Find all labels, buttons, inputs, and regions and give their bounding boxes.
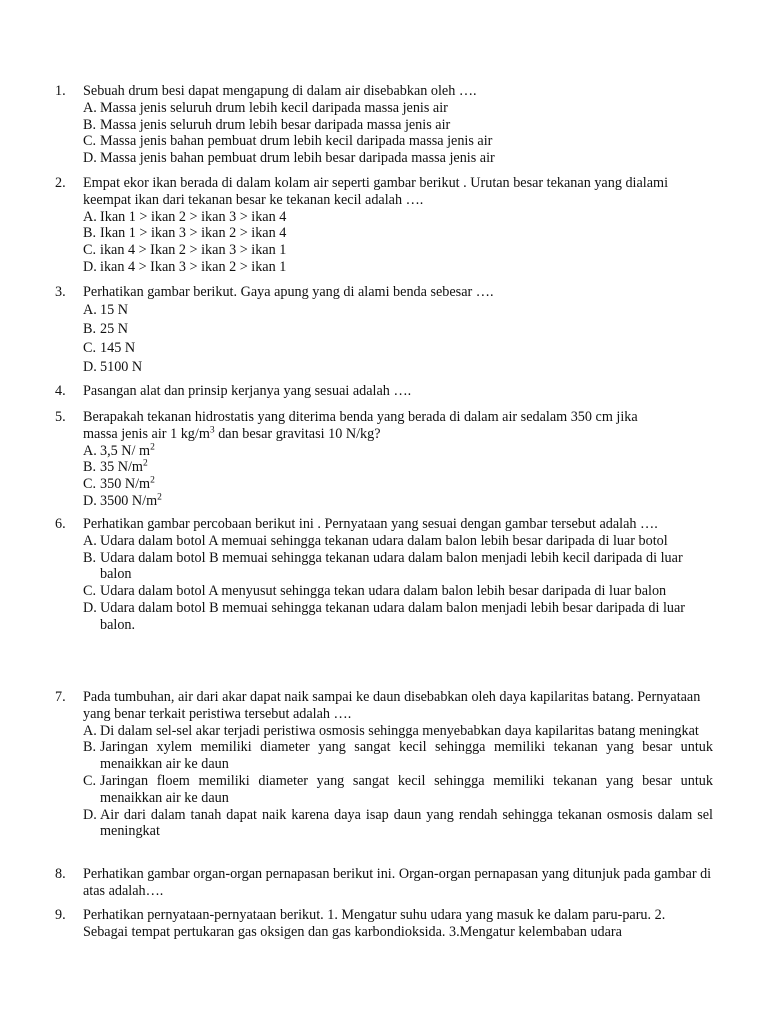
option-list <box>83 533 713 634</box>
option-letter: D. <box>83 258 97 275</box>
option-value: 350 N/m <box>100 476 151 493</box>
option-text: 5100 N <box>100 358 143 375</box>
option-letter: D. <box>83 599 97 616</box>
question-number: 7. <box>55 689 66 705</box>
option-letter: D. <box>83 806 97 823</box>
option-text: Massa jenis bahan pembuat drum lebih besar daripada massa jenis air <box>100 150 495 167</box>
question-text: Perhatikan gambar berikut. Gaya apung yang di alami benda sebesar …. <box>83 284 494 300</box>
option-text: 145 N <box>100 339 136 356</box>
option-letter: C. <box>83 242 97 259</box>
question-number: 1. <box>55 83 66 99</box>
option-text: Jaringan floem memiliki diameter yang sangat kecil sehingga memiliki tekanan yang besar untuk menaikkan air ke daun <box>100 772 713 806</box>
option-letter: D. <box>83 492 97 509</box>
question-9 <box>55 907 713 941</box>
question-3 <box>55 284 713 377</box>
question-text-part: dan besar gravitasi 10 N/kg? <box>214 425 381 442</box>
option-c <box>83 242 713 259</box>
option-letter: C. <box>83 772 97 789</box>
option-letter: C. <box>83 583 97 600</box>
question-number: 6. <box>55 516 66 532</box>
question-4 <box>55 383 713 400</box>
question-1 <box>55 83 713 167</box>
option-c <box>83 773 713 807</box>
option-text: Air dari dalam tanah dapat naik karena daya isap daun yang rendah sehingga tekanan osmosis dalam sel meningkat <box>100 806 713 840</box>
question-text: Empat ekor ikan berada di dalam kolam air seperti gambar berikut . Urutan besar tekanan yang dialami keempat ikan dari tekanan besar ke tekanan kecil adalah …. <box>83 175 669 208</box>
option-b <box>83 117 713 134</box>
option-d <box>83 600 713 634</box>
option-text: Udara dalam botol A memuai sehingga tekanan udara dalam balon lebih besar daripada di luar botol <box>100 532 668 549</box>
option-text <box>100 459 713 476</box>
question-text: Perhatikan pernyataan-pernyataan berikut. 1. Mengatur suhu udara yang masuk ke dalam paru-paru. 2. Sebagai tempat pertukaran gas oksigen dan gas karbondioksida. 3.Mengatur kelembaban udara <box>83 907 666 940</box>
option-a <box>83 209 713 226</box>
option-letter: A. <box>83 442 97 459</box>
option-d <box>83 259 713 276</box>
question-text: Pada tumbuhan, air dari akar dapat naik sampai ke daun disebabkan oleh daya kapilaritas batang. Pernyataan yang benar terkait peristiwa tersebut adalah …. <box>83 689 701 722</box>
option-text: Massa jenis seluruh drum lebih kecil daripada massa jenis air <box>100 99 448 116</box>
superscript: 2 <box>157 492 162 503</box>
question-number: 4. <box>55 383 66 399</box>
option-letter: B. <box>83 320 97 337</box>
option-text: Massa jenis bahan pembuat drum lebih kecil daripada massa jenis air <box>100 133 493 150</box>
option-a <box>83 533 713 550</box>
option-a <box>83 443 713 460</box>
option-text: Ikan 1 > ikan 2 > ikan 3 > ikan 4 <box>100 208 287 225</box>
question-text: Perhatikan gambar organ-organ pernapasan berikut ini. Organ-organ pernapasan yang ditunjuk pada gambar di atas adalah…. <box>83 866 712 899</box>
option-letter: B. <box>83 549 97 566</box>
question-text-line-2 <box>83 426 713 443</box>
question-6 <box>55 516 713 634</box>
option-text: 15 N <box>100 301 128 318</box>
question-text: Sebuah drum besi dapat mengapung di dalam air disebabkan oleh …. <box>83 83 477 99</box>
option-text: Massa jenis seluruh drum lebih besar daripada massa jenis air <box>100 116 451 133</box>
option-letter: A. <box>83 208 97 225</box>
question-2 <box>55 175 713 276</box>
question-text: Perhatikan gambar percobaan berikut ini . Pernyataan yang sesuai dengan gambar tersebut adalah …. <box>83 516 658 532</box>
option-list <box>83 301 713 377</box>
option-letter: D. <box>83 150 97 167</box>
option-letter: C. <box>83 133 97 150</box>
option-b <box>83 739 713 773</box>
option-d <box>83 807 713 841</box>
question-5 <box>55 409 713 510</box>
option-text: ikan 4 > Ikan 3 > ikan 2 > ikan 1 <box>100 258 287 275</box>
option-list <box>83 443 713 510</box>
option-text <box>100 443 713 460</box>
option-d <box>83 358 713 377</box>
option-letter: A. <box>83 99 97 116</box>
question-text: Pasangan alat dan prinsip kerjanya yang sesuai adalah …. <box>83 383 412 399</box>
option-d <box>83 150 713 167</box>
option-list <box>83 723 713 841</box>
option-text: Udara dalam botol B memuai sehingga tekanan udara dalam balon menjadi lebih besar daripada di luar balon. <box>100 599 686 633</box>
question-8 <box>55 866 713 900</box>
option-text: Jaringan xylem memiliki diameter yang sangat kecil sehingga memiliki tekanan yang besar untuk menaikkan air ke daun <box>100 739 713 773</box>
option-b <box>83 459 713 476</box>
superscript: 2 <box>150 475 155 486</box>
option-list <box>83 100 713 167</box>
question-number: 8. <box>55 866 66 882</box>
option-letter: A. <box>83 532 97 549</box>
option-c <box>83 583 713 600</box>
option-c <box>83 133 713 150</box>
option-letter: C. <box>83 476 97 493</box>
question-7 <box>55 689 713 840</box>
option-text: Udara dalam botol A menyusut sehingga tekan udara dalam balon lebih besar daripada di luar balon <box>100 583 667 600</box>
question-number: 3. <box>55 284 66 300</box>
option-letter: B. <box>83 116 97 133</box>
option-b <box>83 225 713 242</box>
option-letter: B. <box>83 459 97 476</box>
option-text: 25 N <box>100 320 128 337</box>
question-text-line-1: Berapakah tekanan hidrostatis yang diterima benda yang berada di dalam air sedalam 350 cm jika <box>83 409 638 425</box>
option-text: Ikan 1 > ikan 3 > ikan 2 > ikan 4 <box>100 225 287 242</box>
question-text-part: massa jenis air 1 kg/m <box>83 425 210 442</box>
question-number: 9. <box>55 907 66 923</box>
option-letter: B. <box>83 225 97 242</box>
option-list <box>83 209 713 276</box>
option-a <box>83 100 713 117</box>
option-value: 35 N/m <box>100 459 143 476</box>
question-number: 2. <box>55 175 66 191</box>
option-d <box>83 493 713 510</box>
option-a <box>83 723 713 740</box>
superscript: 2 <box>150 441 155 452</box>
option-text: ikan 4 > Ikan 2 > ikan 3 > ikan 1 <box>100 242 287 259</box>
question-number: 5. <box>55 409 66 425</box>
option-letter: B. <box>83 739 97 756</box>
option-letter: A. <box>83 301 97 318</box>
question-text <box>83 409 713 443</box>
option-c <box>83 339 713 358</box>
option-text: Udara dalam botol B memuai sehingga tekanan udara dalam balon menjadi lebih kecil daripada di luar balon <box>100 549 683 583</box>
option-text: Di dalam sel-sel akar terjadi peristiwa osmosis sehingga menyebabkan daya kapilaritas batang meningkat <box>100 722 699 739</box>
option-b <box>83 320 713 339</box>
option-b <box>83 550 713 584</box>
option-text <box>100 476 713 493</box>
option-letter: A. <box>83 722 97 739</box>
option-text <box>100 493 713 510</box>
option-value: 3,5 N/ m <box>100 442 151 459</box>
superscript: 2 <box>142 458 148 469</box>
option-letter: D. <box>83 358 97 375</box>
superscript: 3 <box>209 425 215 436</box>
option-a <box>83 301 713 320</box>
option-value: 3500 N/m <box>100 492 158 509</box>
option-c <box>83 476 713 493</box>
option-letter: C. <box>83 339 97 356</box>
